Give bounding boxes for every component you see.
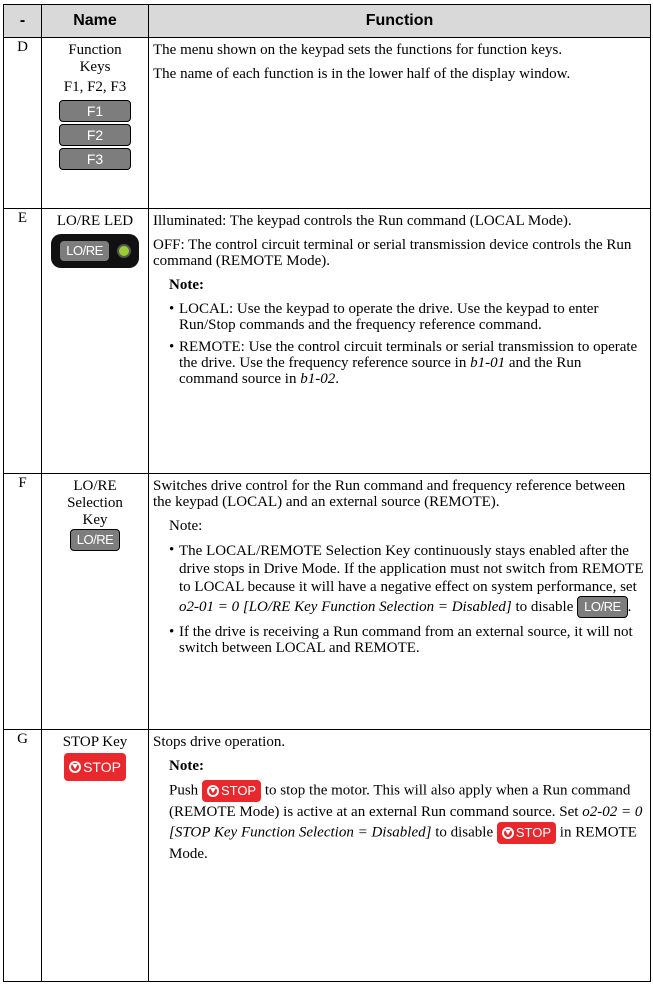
- name-text: Key: [82, 512, 108, 528]
- bullet-text: The LOCAL/REMOTE Selection Key continuously stays enabled after the drive stops in Drive Mode. If the application must not switch from REMOTE to LOCAL because it will have a negative effect on system performance, set o2-01 = 0 [LO/RE Key Function Selection = Disabled] to disable LO/RE .: [179, 542, 644, 618]
- note-title: Note:: [169, 758, 204, 774]
- note-title: Note:: [169, 518, 203, 534]
- note-block: [153, 277, 644, 387]
- table-row: [4, 730, 651, 982]
- paragraph: Switches drive control for the Run command and frequency reference between the keypad (LOCAL) and an external source (REMOTE).: [153, 478, 626, 510]
- list-item: • REMOTE: Use the control circuit terminals or serial transmission to operate the drive. Use the frequency reference source in b1-01 and the Run command source in b1-02.: [169, 339, 644, 387]
- table-header-row: [4, 5, 651, 38]
- name-text: LO/RE: [73, 478, 117, 494]
- row-name: [42, 474, 149, 730]
- f2-key-icon: F2: [59, 124, 131, 146]
- paragraph: Stops drive operation.: [153, 734, 286, 750]
- paragraph: The menu shown on the keypad sets the functions for function keys.: [153, 42, 563, 58]
- row-name: [42, 38, 149, 209]
- bullet-text: LOCAL: Use the keypad to operate the drive. Use the keypad to enter Run/Stop commands and the frequency reference command.: [179, 301, 599, 333]
- row-function: [149, 38, 651, 209]
- f1-key-icon: F1: [59, 100, 131, 122]
- stop-key-icon: STOP: [64, 753, 126, 781]
- note-title: Note:: [169, 277, 204, 293]
- header-function: Function: [149, 5, 651, 38]
- name-text: F1, F2, F3: [63, 79, 127, 95]
- list-item: • If the drive is receiving a Run command from an external source, it will not switch between LOCAL and REMOTE.: [169, 624, 644, 656]
- paragraph: The name of each function is in the lower half of the display window.: [153, 66, 571, 82]
- row-name: [42, 209, 149, 474]
- lore-button-label: LO/RE: [60, 241, 109, 261]
- name-text: Keys: [79, 59, 111, 75]
- table-row: [4, 474, 651, 730]
- param-ref: o2-02 = 0 [STOP Key Function Selection = Disabled]: [169, 804, 643, 841]
- list-item: • LOCAL: Use the keypad to operate the drive. Use the keypad to enter Run/Stop commands and the frequency reference command.: [169, 301, 644, 333]
- stop-key-icon: STOP: [202, 780, 261, 802]
- lore-led-icon: [51, 234, 139, 268]
- note-text: Push STOP to stop the motor. This will also apply when a Run command (REMOTE Mode) is active at an external Run command source. Set o2-02 = 0 [STOP Key Function Selection = Disabled] to disable STOP in REMOTE Mode.: [169, 780, 644, 864]
- table-row: [4, 209, 651, 474]
- list-item: • The LOCAL/REMOTE Selection Key continuously stays enabled after the drive stops in Drive Mode. If the application must not switch from REMOTE to LOCAL because it will have a negative effect on system performance, set o2-01 = 0 [LO/RE Key Function Selection = Disabled] to disable LO/RE .: [169, 542, 644, 618]
- bullet-text: If the drive is receiving a Run command from an external source, it will not switch between LOCAL and REMOTE.: [179, 624, 633, 656]
- row-id: F: [4, 474, 42, 730]
- row-id: G: [4, 730, 42, 982]
- f3-key-icon: F3: [59, 148, 131, 170]
- keypad-function-table: [3, 4, 651, 982]
- lore-key-icon: LO/RE: [70, 529, 121, 551]
- row-function: [149, 474, 651, 730]
- stop-key-icon: STOP: [497, 822, 556, 844]
- name-text: Selection: [67, 495, 123, 511]
- lore-key-icon: LO/RE: [577, 596, 628, 618]
- row-name: [42, 730, 149, 982]
- table-row: [4, 38, 651, 209]
- header-id: -: [4, 5, 42, 38]
- name-text: LO/RE LED: [56, 213, 134, 229]
- param-ref: b1-01: [470, 355, 506, 371]
- led-lamp-icon: [117, 244, 131, 258]
- note-block: [153, 518, 644, 656]
- header-name: Name: [42, 5, 149, 38]
- row-id: D: [4, 38, 42, 209]
- name-text: Function: [68, 42, 122, 58]
- name-text: STOP Key: [62, 734, 128, 750]
- note-block: [153, 758, 644, 864]
- param-ref: o2-01 = 0 [LO/RE Key Function Selection = Disabled]: [179, 599, 512, 615]
- row-function: [149, 730, 651, 982]
- row-id: E: [4, 209, 42, 474]
- param-ref: b1-02: [300, 371, 336, 387]
- paragraph: OFF: The control circuit terminal or serial transmission device controls the Run command (REMOTE Mode).: [153, 237, 632, 269]
- row-function: [149, 209, 651, 474]
- bullet-text: REMOTE: Use the control circuit terminals or serial transmission to operate the drive. Use the frequency reference source in b1-01 and the Run command source in b1-02.: [179, 339, 638, 387]
- paragraph: Illuminated: The keypad controls the Run command (LOCAL Mode).: [153, 213, 572, 229]
